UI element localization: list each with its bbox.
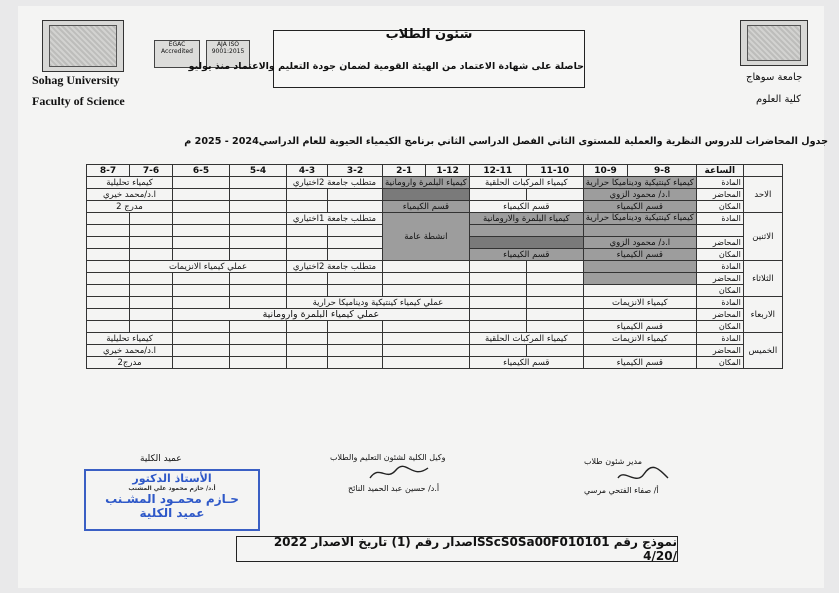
cell-place: مدرج2 — [87, 357, 173, 369]
cell-place: قسم الكيمياء — [383, 201, 470, 213]
time-header-10-9: 10-9 — [583, 165, 628, 177]
cell-place: قسم الكيمياء — [469, 249, 583, 261]
stamp-line-2: حـازم محمـود المشـنب — [105, 492, 239, 506]
cell-subject: كيمياء المركبات الحلقية — [469, 177, 583, 189]
cell-lecturer: ا.د/محمد خيري — [87, 189, 173, 201]
time-label: الساعة — [696, 165, 743, 177]
cell-place: قسم الكيمياء — [583, 201, 696, 213]
stamp-dean-small: أ.د/ حازم محمود علي المشنب — [128, 485, 216, 492]
vice-dean-name: أ.د/ حسين عبد الحميد النائح — [348, 484, 440, 493]
row-label: المحاضر — [696, 189, 743, 201]
sohag-university-logo — [42, 20, 124, 72]
cell-place: قسم الكيمياء — [583, 357, 696, 369]
time-header-1-12: 1-12 — [426, 165, 469, 177]
cell-lecturer: ا.د/محمد خيري — [87, 345, 173, 357]
stamp-line-3: عميد الكلية — [139, 506, 205, 520]
faculty-seal-logo — [740, 20, 808, 66]
row-label: المكان — [696, 357, 743, 369]
time-header-7-6: 7-6 — [130, 165, 173, 177]
cell-place: قسم الكيمياء — [469, 357, 583, 369]
row-label: المادة — [696, 297, 743, 309]
cell-subject: متطلب جامعة 1اختياري — [287, 213, 383, 225]
cell-place: قسم الكيمياء — [469, 201, 583, 213]
cell-subject: متطلب جامعة 2اختياري — [287, 177, 383, 189]
row-label: المكان — [696, 285, 743, 297]
dean-stamp — [84, 469, 260, 531]
student-affairs-name: أ/ صفاء الفتحي مرسي — [584, 486, 659, 495]
time-header-9-8: 9-8 — [628, 165, 697, 177]
row-label: المادة — [696, 333, 743, 345]
cell-place: مدرج 2 — [87, 201, 173, 213]
student-affairs-title: مدير شئون طلاب — [584, 457, 643, 466]
cell-subject: كيمياء البلمرة وارومانية — [383, 177, 470, 189]
cell-subject: عملي كيمياء البلمرة وارومانية — [173, 309, 470, 321]
time-header-5-4: 5-4 — [230, 165, 287, 177]
time-header-2-1: 2-1 — [383, 165, 426, 177]
vice-dean-signature — [366, 462, 436, 484]
row-label: المكان — [696, 201, 743, 213]
egac-badge: EGAC Accredited — [154, 40, 200, 68]
cell-subject: كيمياء كينتيكية وديناميكا حرارية — [583, 213, 696, 225]
row-label: المادة — [696, 261, 743, 273]
row-label: المكان — [696, 249, 743, 261]
vice-dean-title: وكيل الكلية لشئون التعليم والطلاب — [330, 453, 446, 462]
schedule-title: جدول المحاضرات للدروس النظرية والعملية للمستوى الثاني الفصل الدراسي الثاني برنامج الكيمياء الحيوية للعام الدراسي2024 - 2025 م — [184, 136, 828, 147]
row-label: المكان — [696, 321, 743, 333]
form-number-box — [236, 536, 678, 562]
row-label: المادة — [696, 213, 743, 225]
time-header-6-5: 6-5 — [173, 165, 230, 177]
row-label: المحاضر — [696, 237, 743, 249]
form-number-text: نموذج رقم SScS0Sa00F010101اصدار رقم (1) تاريخ الاصدار 2022 /4/20 — [273, 535, 677, 563]
day-tuesday: الثلاثاء — [743, 261, 782, 297]
time-header-11-10: 11-10 — [526, 165, 583, 177]
cell-subject: كيمياء تحليلية — [87, 333, 173, 345]
student-affairs-signature — [614, 464, 672, 486]
cell-subject: كيمياء الانزيمات — [583, 297, 696, 309]
cell-place: قسم الكيمياء — [583, 249, 696, 261]
cell-subject: كيمياء تحليلية — [87, 177, 173, 189]
day-thursday: الخميس — [743, 333, 782, 369]
cell-subject: عملي كيمياء الانزيمات — [130, 261, 287, 273]
cell-subject: كيمياء الانزيمات — [583, 333, 696, 345]
en-faculty: Faculty of Science — [32, 94, 125, 108]
row-label: المحاضر — [696, 345, 743, 357]
cell-subject: كيمياء البلمرة والارومانية — [469, 213, 583, 225]
row-label: المادة — [696, 177, 743, 189]
row-label: المحاضر — [696, 309, 743, 321]
day-sunday: الاحد — [743, 177, 782, 213]
stamp-line-1: الأستاذ الدكتور — [132, 472, 212, 485]
iso-badge: AJA ISO 9001:2015 — [206, 40, 250, 68]
day-monday: الاثنين — [743, 213, 782, 261]
document-page — [18, 6, 828, 588]
dept-title: شئون الطلاب — [385, 27, 473, 42]
cell-subject: انشطة عامة — [383, 213, 470, 261]
time-header-3-2: 3-2 — [328, 165, 383, 177]
dean-title: عميد الكلية — [140, 454, 182, 464]
time-header-8-7: 8-7 — [87, 165, 130, 177]
schedule-table — [86, 164, 783, 369]
cell-lecturer: ا.د/ محمود الزوي — [583, 237, 696, 249]
cell-lecturer: ا.د/ محمود الزوي — [583, 189, 696, 201]
cell-subject: كيمياء المركبات الحلقية — [469, 333, 583, 345]
ar-university: جامعة سوهاج — [746, 72, 803, 83]
en-university: Sohag University — [32, 73, 120, 87]
cell-subject: متطلب جامعة 2اختياري — [287, 261, 383, 273]
time-header-4-3: 4-3 — [287, 165, 328, 177]
row-label: المحاضر — [696, 273, 743, 285]
day-wednesday: الاربعاء — [743, 297, 782, 333]
cell-subject: كيمياء كينتيكية وديناميكا حرارية — [583, 177, 696, 189]
ar-faculty: كلية العلوم — [756, 94, 801, 105]
cell-subject: عملي كيمياء كينتيكية وديناميكا حرارية — [287, 297, 470, 309]
cell-place: قسم الكيمياء — [583, 321, 696, 333]
accreditation-text: حاصلة على شهادة الاعتماد من الهيئة القومية لضمان جودة التعليم والاعتماد منذ يوليو — [188, 61, 584, 72]
time-header-12-11: 12-11 — [469, 165, 526, 177]
